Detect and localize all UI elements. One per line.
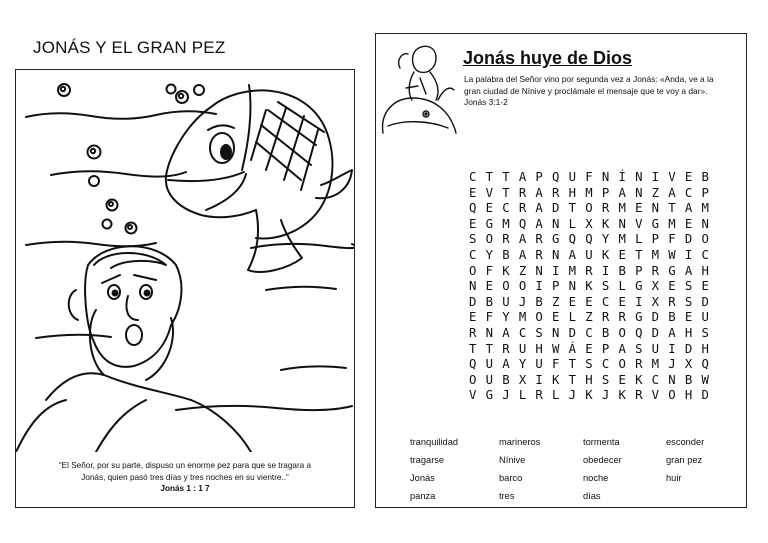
caption-reference: Jonás 1 : 1 7 [160, 484, 210, 493]
word-item: esconder [666, 437, 705, 447]
letter-grid [469, 170, 710, 404]
word-list [410, 434, 740, 504]
word-item: Nínive [499, 455, 526, 465]
word-item: gran pez [666, 455, 703, 465]
grid-row: T T R U H W Á E P A S U I D H [469, 341, 710, 356]
grid-row: V G J L R L J K J K R V O H D [469, 388, 710, 403]
word-item: días [583, 491, 601, 501]
intro-line: La palabra del Señor vino por segunda vez a Jonás: «Anda, ve a la [464, 74, 714, 84]
word-search-title: Jonás huye de Dios [463, 48, 633, 68]
word-item: marineros [499, 437, 541, 447]
word-item: Jonás [410, 473, 435, 483]
grid-row: C T T A P Q U F N Í N I V E B [469, 170, 710, 184]
grid-row: C Y B A R N A U K E T M W I C [469, 247, 710, 262]
word-item: panza [410, 491, 436, 501]
word-search-panel [375, 33, 747, 508]
grid-row: O F K Z N I M R I B P R G A H [469, 263, 710, 278]
grid-row: E F Y M O E L Z R R G D B E U [469, 310, 710, 325]
grid-row: Q E C R A D T O R M E N T A M [469, 201, 710, 216]
grid-row: D B U J B Z E E C E I X R S D [469, 294, 710, 309]
bible-verse-caption [16, 460, 354, 495]
word-item: tragarse [410, 455, 445, 465]
word-item: noche [583, 473, 609, 483]
word-item: huir [666, 473, 682, 483]
word-item: barco [499, 473, 523, 483]
grid-row: E V T R A R H M P A N Z A C P [469, 185, 710, 200]
grid-row: E G M Q A N L X K N V G M E N [469, 216, 710, 231]
caption-line: “El Señor, por su parte, dispuso un enorme pez para que se tragara a [58, 461, 312, 470]
fish-and-jonah-illustration [16, 70, 354, 452]
grid-row: S O R A R G Q Q Y M L P F D O [469, 232, 710, 247]
left-page-title: JONÁS Y EL GRAN PEZ [33, 38, 226, 57]
word-item: tormenta [583, 437, 620, 447]
grid-row: Q U A Y U F T S C O R M J X Q [469, 357, 710, 372]
coloring-panel [15, 69, 355, 508]
jonah-on-whale-icon [378, 38, 458, 138]
word-item: obedecer [583, 455, 622, 465]
word-item: tranquilidad [410, 437, 459, 447]
intro-reference: Jonás 3:1-2 [464, 97, 508, 107]
word-item: tres [499, 491, 515, 501]
grid-row: R N A C S N D C B O Q D A H S [469, 325, 710, 340]
intro-line: gran ciudad de Nínive y proclámale el mensaje que te voy a dar». [464, 85, 708, 96]
grid-row: O U B X I K T H S E K C N B W [469, 372, 710, 387]
caption-line: Jonás, quien pasó tres días y tres noches en su vientre..” [81, 472, 289, 482]
intro-text [464, 74, 744, 109]
grid-row: N E O O I P N K S L G X E S E [469, 279, 710, 294]
